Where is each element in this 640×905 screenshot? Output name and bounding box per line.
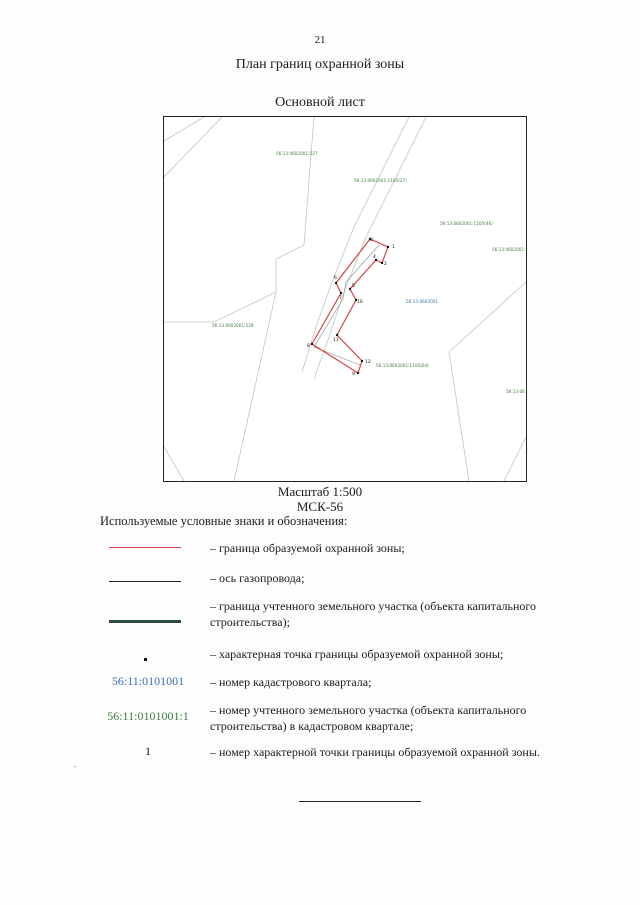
coordinate-system-label: МСК-56: [296, 499, 344, 514]
characteristic-point: [336, 334, 338, 336]
parcel-boundary: [164, 117, 204, 141]
parcel-boundary: [164, 447, 184, 481]
point-label: 3: [370, 238, 373, 243]
point-label: 7: [339, 296, 342, 301]
point-label: 6: [334, 276, 337, 281]
point-label: 5: [352, 284, 355, 289]
parcel-label: 56:13:0602001:1105(46): [440, 221, 493, 226]
characteristic-point: [357, 372, 359, 374]
parcel-label: 56:13:0602001:1105(64): [376, 363, 429, 368]
point-label: 9: [352, 372, 355, 377]
black-line-symbol: [109, 581, 181, 582]
characteristic-point: [361, 360, 363, 362]
point-label: 12: [365, 360, 371, 365]
point-symbol: [144, 658, 147, 661]
quarter-label: 56:13:0602001: [406, 299, 439, 304]
legend-heading: Используемые условные знаки и обозначения:: [100, 514, 348, 528]
legend-text: – номер характерной точки границы образуемой охранной зоны.: [210, 745, 540, 759]
document-title: План границ охранной зоны: [235, 57, 405, 72]
signature-line: [299, 801, 421, 802]
legend-item-point-number: [0, 746, 640, 786]
parcel-boundary: [504, 437, 526, 481]
parcel-label: 56:13:0602001:: [492, 247, 526, 252]
legend-item-parcel-boundary: [0, 600, 640, 640]
scale-label: Масштаб 1:500: [277, 484, 363, 499]
legend-text: – номер кадастрового квартала;: [210, 675, 372, 689]
parcel-label: 56:13:0602001:529: [212, 323, 254, 328]
parcel-boundary: [164, 292, 276, 322]
point-label: 8: [307, 344, 310, 349]
parcel-number-symbol: 56:11:0101001:1: [107, 709, 189, 723]
parcel-label: 56:13:0602001:527: [276, 151, 318, 156]
point-label: 2: [384, 262, 387, 267]
characteristic-point: [349, 288, 351, 290]
parcel-label: 56:13:06: [506, 389, 525, 394]
legend-text: – граница образуемой охранной зоны;: [210, 541, 405, 555]
point-label: 11: [333, 338, 339, 343]
characteristic-point: [340, 292, 342, 294]
red-line-symbol: [109, 547, 181, 548]
legend-text: – характерная точка границы образуемой охранной зоны;: [210, 647, 504, 661]
characteristic-point: [311, 343, 313, 345]
parcel-boundary: [449, 282, 526, 352]
parcel-boundary: [164, 117, 222, 177]
point-label: 4: [373, 255, 376, 260]
scan-speck: [74, 766, 76, 767]
characteristic-point: [387, 246, 389, 248]
sheet-title: Основной лист: [275, 95, 365, 110]
characteristic-point: [335, 282, 337, 284]
characteristic-points: [311, 238, 389, 374]
legend-text: – номер учтенного земельного участка (объекта капитального строительства) в кадастровом квартале;: [210, 703, 527, 733]
point-label: 10: [357, 300, 363, 305]
parcel-boundary: [234, 117, 314, 481]
legend-item-parcel-number: [0, 704, 640, 744]
parcel-boundary: [449, 352, 469, 481]
point-number-symbol: 1: [145, 744, 151, 758]
quarter-number-symbol: 56:11:0101001: [111, 674, 185, 688]
parcel-boundary: [314, 117, 426, 379]
legend-text: – ось газопровода;: [210, 571, 305, 585]
characteristic-point: [381, 262, 383, 264]
page-number: 21: [314, 34, 326, 46]
parcel-label: 56:13:0602001:1105(27): [354, 178, 407, 183]
point-label: 1: [392, 245, 395, 250]
cadastral-map: [163, 116, 527, 482]
green-line-symbol: [109, 620, 181, 623]
legend-text: – граница учтенного земельного участка (объекта капитального строительства);: [210, 599, 537, 629]
